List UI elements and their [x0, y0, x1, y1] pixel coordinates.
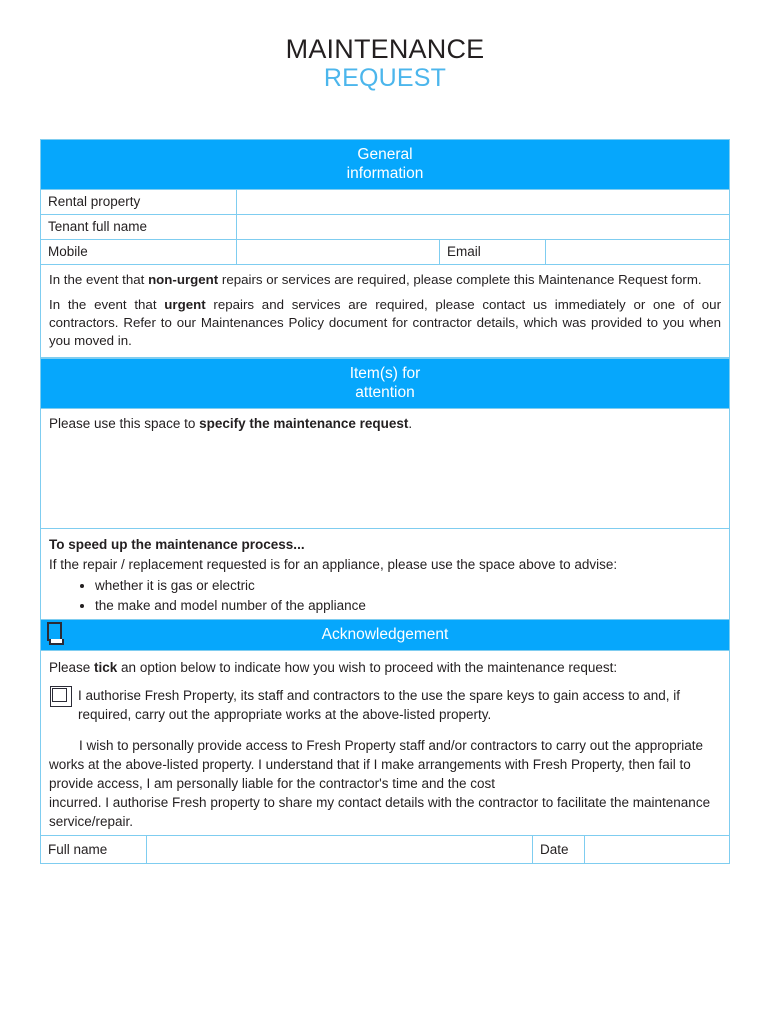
checkbox-icon[interactable] — [50, 686, 72, 707]
full-name-input[interactable] — [146, 836, 532, 863]
items-for-attention-section — [40, 358, 730, 624]
maintenance-request-emphasis: specify the maintenance request — [199, 416, 409, 431]
signature-row — [41, 835, 729, 863]
acknowledgement-option-2-text-line1: I wish to personally provide access to Fresh Property staff and/or contractors to carry out the appropriate works at the above-listed property. I understand that if I make arrangements with Fresh Property, then fail to provide access, I am personally liable for the contractor's time and the cost — [49, 738, 704, 791]
table-row-mobile-email — [41, 239, 729, 264]
urgent-emphasis: urgent — [164, 297, 206, 312]
acknowledgement-option-1-text: I authorise Fresh Property, its staff and contractors to the use the spare keys to gain access to and, if required, carry out the appropriate works at the above-listed property. — [78, 688, 681, 722]
page-title — [0, 0, 770, 93]
date-input[interactable] — [584, 836, 729, 863]
general-information-header-line2: information — [346, 165, 424, 182]
maintenance-request-instruction — [49, 415, 721, 433]
checkbox-icon[interactable] — [47, 622, 64, 647]
maintenance-request-instruction-pre: Please use this space to — [49, 416, 200, 431]
general-notes — [41, 264, 729, 357]
general-information-section — [40, 139, 730, 358]
checkbox-icon-inner — [52, 688, 67, 702]
list-item: • the make and model number of the appliance — [95, 596, 721, 616]
acknowledgement-header-title: Acknowledgement — [321, 626, 449, 643]
email-input[interactable] — [545, 240, 729, 264]
speed-up-tips-subtitle: If the repair / replacement requested is for an appliance, please use the space above to advise: — [49, 557, 618, 572]
urgent-paragraph-post: repairs and services are required, please contact us immediately or one of our contractors. Refer to our Maintenances Policy document for contractor details, which was provided to you when you moved in. — [49, 297, 722, 348]
date-label: Date — [532, 836, 584, 863]
items-for-attention-header — [41, 359, 729, 408]
tenant-full-name-label: Tenant full name — [48, 219, 148, 234]
page-title-main: MAINTENANCE — [285, 34, 485, 64]
speed-up-tips — [41, 528, 729, 623]
acknowledgement-option-1[interactable] — [49, 686, 721, 724]
acknowledgement-section — [40, 619, 730, 864]
acknowledgement-header — [41, 620, 729, 650]
items-for-attention-header-line2: attention — [355, 384, 415, 401]
list-item: • whether it is gas or electric — [95, 576, 721, 596]
table-row-tenant-name — [41, 214, 729, 239]
acknowledgement-option-2-text-line2: incurred. I authorise Fresh property to share my contact details with the contractor to facilitate the maintenance service/repair. — [49, 795, 711, 829]
page-title-sub: REQUEST — [323, 64, 447, 92]
non-urgent-emphasis: non-urgent — [148, 272, 219, 287]
acknowledgement-body — [41, 650, 729, 835]
non-urgent-paragraph — [49, 271, 721, 289]
acknowledgement-option-2[interactable] — [49, 736, 721, 831]
mobile-input[interactable] — [236, 240, 439, 264]
urgent-paragraph — [49, 296, 721, 350]
urgent-paragraph-pre: In the event that — [49, 297, 165, 312]
speed-up-tips-heading: To speed up the maintenance process... — [49, 537, 305, 552]
table-row-rental-property — [41, 189, 729, 214]
items-for-attention-header-line1: Item(s) for — [349, 365, 421, 382]
general-information-header — [41, 140, 729, 189]
tick-emphasis: tick — [94, 660, 118, 675]
maintenance-request-instruction-post: . — [408, 416, 413, 431]
email-label: Email — [439, 240, 545, 264]
mobile-label: Mobile — [48, 244, 88, 259]
speed-up-tips-list — [49, 576, 721, 616]
acknowledgement-instruction-pre: Please — [49, 660, 95, 675]
general-information-header-line1: General — [357, 146, 413, 163]
maintenance-request-textarea[interactable] — [41, 408, 729, 528]
non-urgent-paragraph-post: repairs or services are required, please complete this Maintenance Request form. — [218, 272, 702, 287]
non-urgent-paragraph-pre: In the event that — [49, 272, 149, 287]
rental-property-input[interactable] — [236, 190, 729, 214]
acknowledgement-instruction — [49, 658, 721, 677]
rental-property-label: Rental property — [48, 194, 141, 209]
tenant-full-name-input[interactable] — [236, 215, 729, 239]
checkbox-icon-shadow — [49, 639, 64, 645]
full-name-label: Full name — [48, 842, 108, 857]
acknowledgement-instruction-post: an option below to indicate how you wish to proceed with the maintenance request: — [117, 660, 618, 675]
